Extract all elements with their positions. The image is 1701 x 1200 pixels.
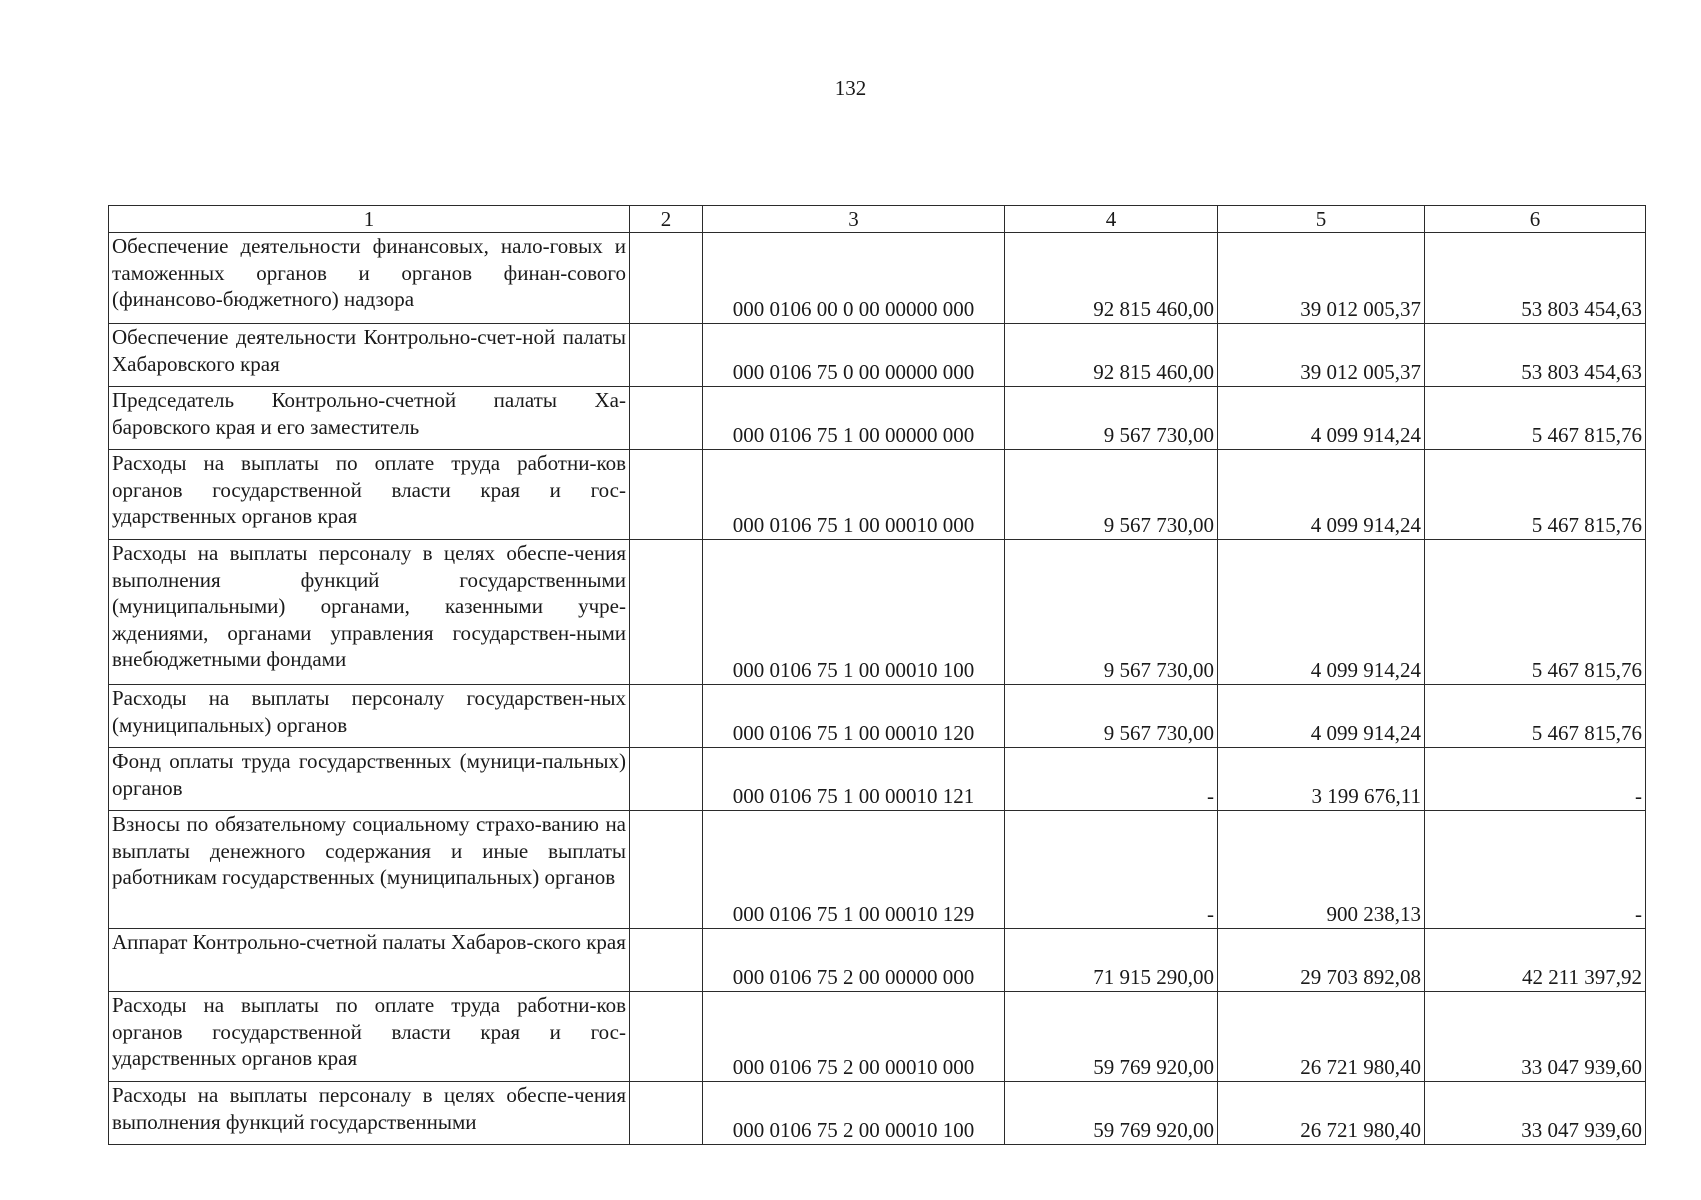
table-row [109,1082,1646,1145]
row-name: Обеспечение деятельности финансовых, нало-говых и таможенных органов и органов финан-сового (финансово-бюджетного) надзора [109,233,630,324]
row-value-4: 92 815 460,00 [1005,324,1218,387]
row-value-4: 59 769 920,00 [1005,1082,1218,1145]
row-value-6: 33 047 939,60 [1425,992,1646,1082]
row-name: Председатель Контрольно-счетной палаты Ха-баровского края и его заместитель [109,387,630,450]
budget-table [108,205,1646,1145]
row-value-5: 26 721 980,40 [1218,1082,1425,1145]
row-value-5: 900 238,13 [1218,811,1425,929]
row-code: 000 0106 75 1 00 00010 100 [703,540,1005,685]
table-row [109,685,1646,748]
row-code: 000 0106 75 1 00 00010 120 [703,685,1005,748]
table-row [109,233,1646,324]
table-row [109,450,1646,540]
row-value-5: 4 099 914,24 [1218,450,1425,540]
row-name: Расходы на выплаты персоналу в целях обеспе-чения выполнения функций государственными [109,1082,630,1145]
row-code: 000 0106 75 2 00 00010 000 [703,992,1005,1082]
row-col2 [630,387,703,450]
row-value-6: 5 467 815,76 [1425,540,1646,685]
row-value-4: 71 915 290,00 [1005,929,1218,992]
page-number: 132 [834,76,867,100]
row-value-4: 92 815 460,00 [1005,233,1218,324]
row-name: Расходы на выплаты по оплате труда работни-ков органов государственной власти края и гос-ударственных органов края [109,450,630,540]
table-row [109,929,1646,992]
row-value-6: 5 467 815,76 [1425,387,1646,450]
row-value-5: 26 721 980,40 [1218,992,1425,1082]
row-value-6: 53 803 454,63 [1425,233,1646,324]
row-col2 [630,811,703,929]
row-value-5: 29 703 892,08 [1218,929,1425,992]
row-name: Расходы на выплаты по оплате труда работни-ков органов государственной власти края и гос-ударственных органов края [109,992,630,1082]
row-value-4: 59 769 920,00 [1005,992,1218,1082]
table-row [109,992,1646,1082]
row-name: Аппарат Контрольно-счетной палаты Хабаров-ского края [109,929,630,992]
row-col2 [630,450,703,540]
header-col-3: 3 [703,206,1005,233]
table-row [109,748,1646,811]
header-col-1: 1 [109,206,630,233]
row-col2 [630,1082,703,1145]
row-code: 000 0106 75 2 00 00000 000 [703,929,1005,992]
row-code: 000 0106 75 2 00 00010 100 [703,1082,1005,1145]
table-row [109,387,1646,450]
row-value-6: 33 047 939,60 [1425,1082,1646,1145]
header-row [109,206,1646,233]
row-code: 000 0106 75 0 00 00000 000 [703,324,1005,387]
row-col2 [630,324,703,387]
row-value-5: 4 099 914,24 [1218,540,1425,685]
row-value-4: - [1005,811,1218,929]
table-row [109,811,1646,929]
header-col-2: 2 [630,206,703,233]
row-code: 000 0106 75 1 00 00000 000 [703,387,1005,450]
row-value-6: 5 467 815,76 [1425,685,1646,748]
row-value-5: 4 099 914,24 [1218,685,1425,748]
row-col2 [630,929,703,992]
header-col-6: 6 [1425,206,1646,233]
row-value-6: - [1425,748,1646,811]
row-name: Фонд оплаты труда государственных (муници-пальных) органов [109,748,630,811]
row-value-6: 53 803 454,63 [1425,324,1646,387]
row-value-6: 5 467 815,76 [1425,450,1646,540]
row-code: 000 0106 75 1 00 00010 000 [703,450,1005,540]
row-col2 [630,685,703,748]
row-col2 [630,992,703,1082]
header-col-4: 4 [1005,206,1218,233]
row-name: Обеспечение деятельности Контрольно-счет-ной палаты Хабаровского края [109,324,630,387]
row-col2 [630,748,703,811]
row-value-6: 42 211 397,92 [1425,929,1646,992]
row-value-4: 9 567 730,00 [1005,685,1218,748]
row-code: 000 0106 75 1 00 00010 129 [703,811,1005,929]
table-row [109,324,1646,387]
row-value-4: 9 567 730,00 [1005,387,1218,450]
row-col2 [630,540,703,685]
row-value-5: 4 099 914,24 [1218,387,1425,450]
row-col2 [630,233,703,324]
row-name: Взносы по обязательному социальному страхо-ванию на выплаты денежного содержания и иные выплаты работникам государственных (муниципальных) органов [109,811,630,929]
row-value-5: 39 012 005,37 [1218,233,1425,324]
row-name: Расходы на выплаты персоналу государствен-ных (муниципальных) органов [109,685,630,748]
row-value-6: - [1425,811,1646,929]
row-value-4: 9 567 730,00 [1005,540,1218,685]
table-row [109,540,1646,685]
header-col-5: 5 [1218,206,1425,233]
row-name: Расходы на выплаты персоналу в целях обеспе-чения выполнения функций государственными (муниципальными) органами, казенными учре-ждениями, органами управления государствен-ными внебюджетными фондами [109,540,630,685]
row-code: 000 0106 00 0 00 00000 000 [703,233,1005,324]
row-code: 000 0106 75 1 00 00010 121 [703,748,1005,811]
row-value-5: 3 199 676,11 [1218,748,1425,811]
row-value-4: 9 567 730,00 [1005,450,1218,540]
row-value-4: - [1005,748,1218,811]
row-value-5: 39 012 005,37 [1218,324,1425,387]
